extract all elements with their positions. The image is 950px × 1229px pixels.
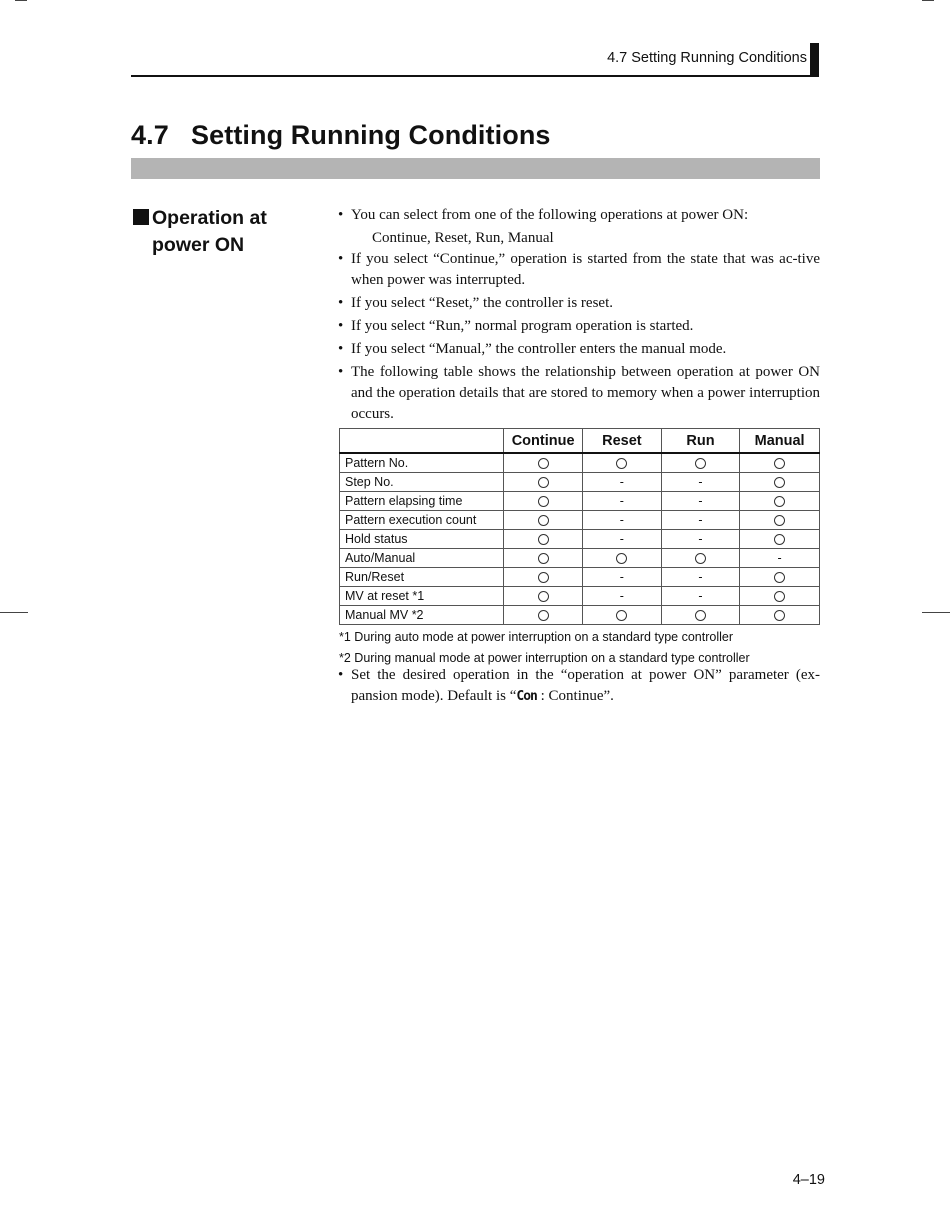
stored-cell — [504, 568, 583, 587]
table-body — [340, 453, 820, 625]
final-paragraph — [338, 665, 820, 709]
not-stored-cell: - — [740, 549, 820, 568]
bullet-item: • If you select “Reset,” the controller is reset. — [338, 295, 613, 311]
stored-cell — [740, 453, 820, 473]
header-marker — [810, 43, 819, 77]
not-stored-cell: - — [661, 587, 740, 606]
stored-cell — [504, 473, 583, 492]
circle-icon — [538, 496, 549, 507]
row-label: Manual MV *2 — [340, 606, 504, 625]
stored-cell — [740, 530, 820, 549]
footnotes — [339, 627, 750, 668]
not-stored-cell: - — [583, 492, 662, 511]
table-row — [340, 587, 820, 606]
square-bullet-icon — [133, 209, 149, 225]
stored-cell — [661, 606, 740, 625]
bullet-text: You can select from one of the following operations at power ON: — [351, 207, 749, 223]
circle-icon — [774, 515, 785, 526]
circle-icon — [774, 458, 785, 469]
circle-icon — [774, 496, 785, 507]
section-number: 4.7 — [131, 120, 169, 150]
table-row — [340, 492, 820, 511]
circle-icon — [774, 477, 785, 488]
page-title — [131, 120, 551, 151]
circle-icon — [538, 610, 549, 621]
stored-cell — [661, 453, 740, 473]
not-stored-cell: - — [583, 568, 662, 587]
not-stored-cell: - — [661, 530, 740, 549]
header-rule — [131, 75, 819, 77]
table-row — [340, 453, 820, 473]
stored-cell — [504, 530, 583, 549]
circle-icon — [774, 572, 785, 583]
section-title: Setting Running Conditions — [191, 120, 551, 150]
bullet-item: • The following table shows the relationship between operation at power ON and the operation details that are stored to memory when a power interruption occurs. — [338, 364, 820, 422]
stored-cell — [740, 473, 820, 492]
title-bar — [131, 158, 820, 179]
row-label: Pattern execution count — [340, 511, 504, 530]
power-on-table — [339, 428, 820, 625]
body-text — [338, 205, 820, 427]
table-header-row — [340, 429, 820, 454]
row-label: Auto/Manual — [340, 549, 504, 568]
side-heading-line1: Operation at — [152, 207, 267, 229]
footnote-1: *1 During auto mode at power interruption on a standard type controller — [339, 630, 733, 644]
not-stored-cell: - — [583, 530, 662, 549]
bullet-item: • Set the desired operation in the “operation at power ON” parameter (ex-pansion mode). Default is “Con : Continue”. — [338, 667, 820, 704]
stored-cell — [504, 511, 583, 530]
bullet-item: • If you select “Continue,” operation is started from the state that was ac-tive when power was interrupted. — [338, 251, 820, 288]
circle-icon — [695, 610, 706, 621]
column-header: Reset — [583, 429, 662, 454]
not-stored-cell: - — [661, 568, 740, 587]
stored-cell — [740, 587, 820, 606]
stored-cell — [583, 549, 662, 568]
circle-icon — [695, 458, 706, 469]
table-row — [340, 606, 820, 625]
not-stored-cell: - — [583, 473, 662, 492]
circle-icon — [538, 572, 549, 583]
bullet-text: Set the desired operation in the “operation at power ON” parameter (ex-pansion mode). Default is “ — [351, 667, 820, 704]
stored-cell — [740, 568, 820, 587]
stored-cell — [740, 606, 820, 625]
row-label: MV at reset *1 — [340, 587, 504, 606]
crop-mark — [922, 612, 950, 613]
circle-icon — [616, 553, 627, 564]
stored-cell — [740, 492, 820, 511]
column-header: Manual — [740, 429, 820, 454]
crop-mark — [0, 612, 28, 613]
bullet-text: If you select “Run,” normal program operation is started. — [351, 318, 694, 334]
circle-icon — [538, 458, 549, 469]
bullet-text: If you select “Continue,” operation is started from the state that was ac-tive when power was interrupted. — [351, 251, 820, 288]
footnote-2: *2 During manual mode at power interruption on a standard type controller — [339, 650, 750, 665]
stored-cell — [504, 453, 583, 473]
circle-icon — [774, 534, 785, 545]
circle-icon — [616, 610, 627, 621]
not-stored-cell: - — [583, 511, 662, 530]
bullet-text-end: : Continue”. — [536, 688, 614, 704]
circle-icon — [774, 610, 785, 621]
circle-icon — [616, 458, 627, 469]
circle-icon — [538, 591, 549, 602]
side-heading — [133, 205, 267, 259]
row-label: Pattern No. — [340, 453, 504, 473]
circle-icon — [695, 553, 706, 564]
not-stored-cell: - — [661, 511, 740, 530]
stored-cell — [661, 549, 740, 568]
bullet-item: • If you select “Run,” normal program operation is started. — [338, 318, 694, 334]
row-label: Run/Reset — [340, 568, 504, 587]
circle-icon — [538, 534, 549, 545]
stored-cell — [504, 492, 583, 511]
stored-cell — [583, 606, 662, 625]
table-row — [340, 473, 820, 492]
bullet-text: The following table shows the relationship between operation at power ON and the operation details that are stored to memory when a power interruption occurs. — [351, 364, 820, 422]
bullet-text: If you select “Reset,” the controller is reset. — [351, 295, 613, 311]
not-stored-cell: - — [583, 587, 662, 606]
column-header: Continue — [504, 429, 583, 454]
not-stored-cell: - — [661, 492, 740, 511]
circle-icon — [538, 515, 549, 526]
row-label: Step No. — [340, 473, 504, 492]
stored-cell — [504, 587, 583, 606]
row-label: Pattern elapsing time — [340, 492, 504, 511]
table-row — [340, 530, 820, 549]
table-corner — [340, 429, 504, 454]
stored-cell — [740, 511, 820, 530]
segment-display-code: Con — [516, 689, 537, 704]
not-stored-cell: - — [661, 473, 740, 492]
stored-cell — [504, 606, 583, 625]
circle-icon — [538, 553, 549, 564]
bullet-item: • If you select “Manual,” the controller enters the manual mode. — [338, 341, 727, 357]
stored-cell — [504, 549, 583, 568]
side-heading-line2: power ON — [152, 234, 245, 256]
running-header: 4.7 Setting Running Conditions — [607, 50, 807, 66]
circle-icon — [538, 477, 549, 488]
crop-mark — [922, 0, 934, 1]
table-row — [340, 568, 820, 587]
table-row — [340, 549, 820, 568]
crop-mark — [15, 0, 27, 1]
table-row — [340, 511, 820, 530]
column-header: Run — [661, 429, 740, 454]
circle-icon — [774, 591, 785, 602]
page-number: 4–19 — [792, 1172, 825, 1188]
row-label: Hold status — [340, 530, 504, 549]
bullet-item: • You can select from one of the following operations at power ON: — [338, 207, 749, 223]
stored-cell — [583, 453, 662, 473]
bullet-text: If you select “Manual,” the controller enters the manual mode. — [351, 341, 727, 357]
bullet-subtext: Continue, Reset, Run, Manual — [372, 230, 554, 246]
